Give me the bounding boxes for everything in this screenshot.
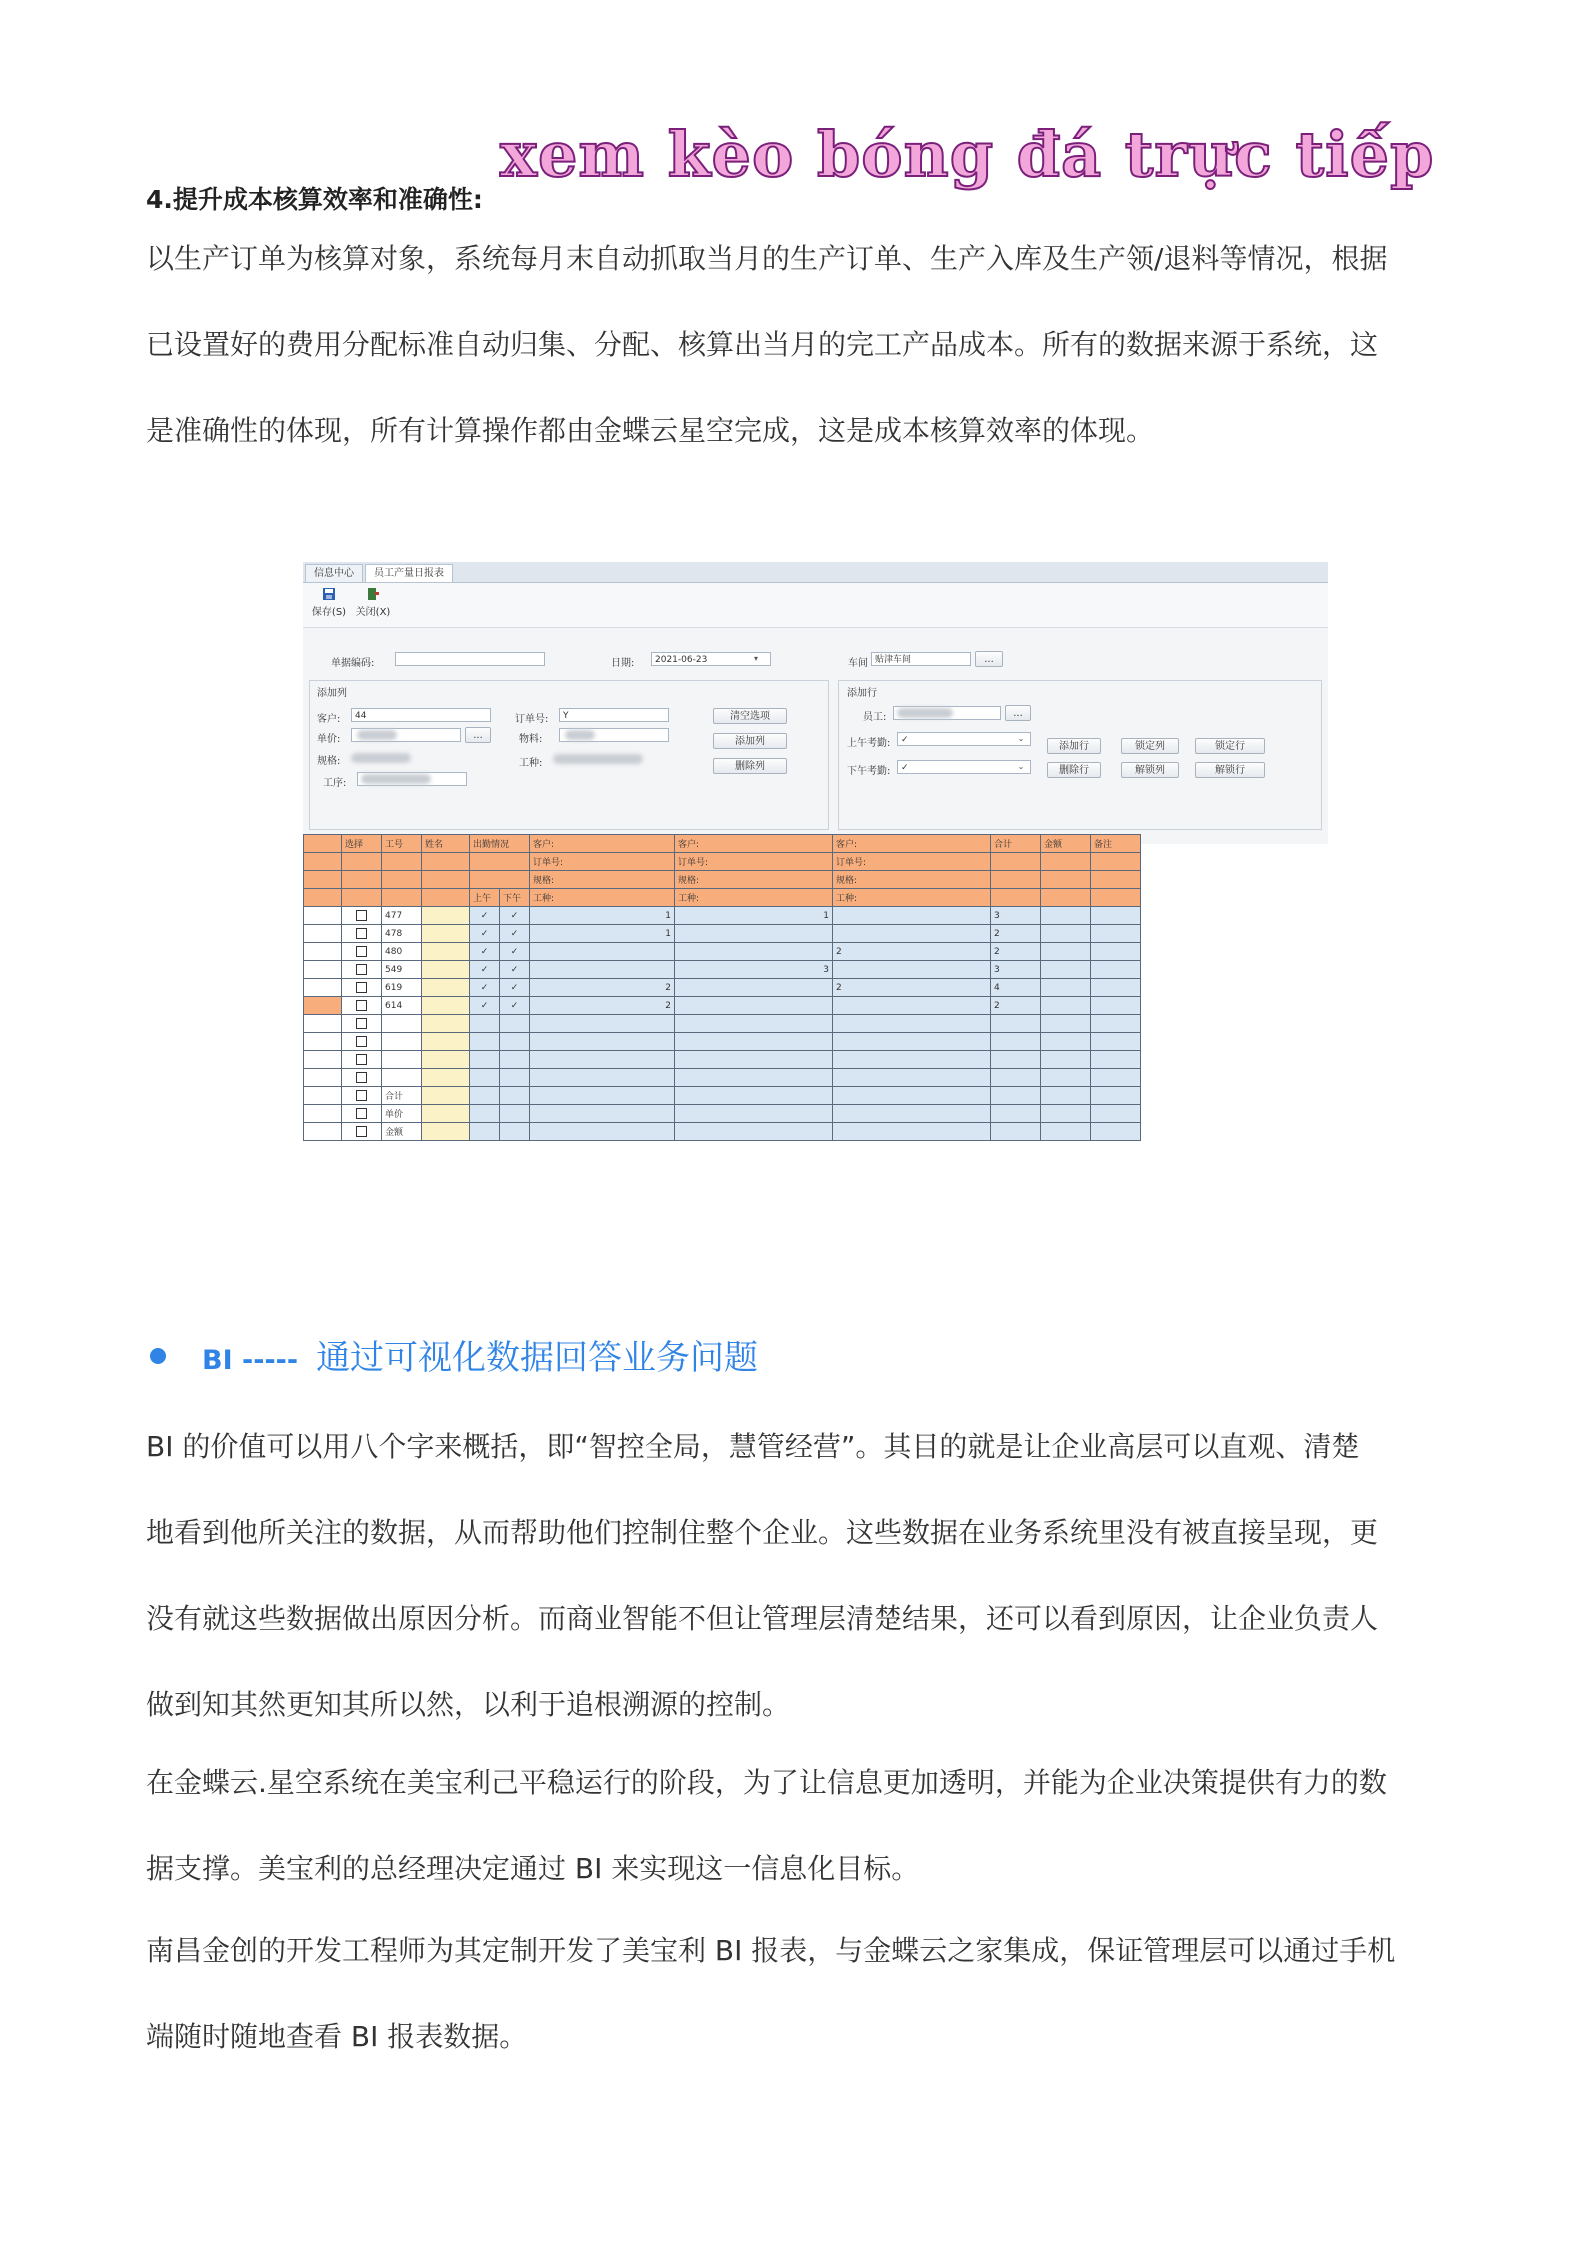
table-row-empty[interactable] (304, 1033, 1141, 1051)
text-line: 以生产订单为核算对象，系统每月末自动抓取当月的生产订单、生产入库及生产领/退料等情况，根据 (146, 242, 1388, 275)
table-row[interactable] (304, 925, 1141, 943)
table-row-empty[interactable] (304, 1069, 1141, 1087)
table-row[interactable] (304, 907, 1141, 925)
text-line: BI 的价值可以用八个字来概括，即“智控全局，慧管经营”。其目的就是让企业高层可以直观、清楚 (146, 1430, 1360, 1463)
table-row-empty[interactable] (304, 1051, 1141, 1069)
tab-bar (303, 562, 1328, 583)
cell-employee-no: 619 (382, 979, 422, 997)
row-checkbox[interactable] (356, 1090, 367, 1101)
cell-total: 2 (991, 925, 1041, 943)
summary-row-amount (304, 1123, 1141, 1141)
text-line: 南昌金创的开发工程师为其定制开发了美宝利 BI 报表，与金蝶云之家集成，保证管理层可以通过手机 (146, 1934, 1396, 1967)
sub-spec: 规格: (530, 871, 675, 889)
close-door-icon (366, 587, 380, 601)
sub-order: 订单号: (833, 853, 991, 871)
cell-pm: ✓ (500, 925, 530, 943)
header-customer-2: 客户: (675, 835, 833, 853)
summary-label: 合计 (382, 1087, 422, 1105)
save-icon (322, 587, 336, 601)
sub-spec: 规格: (833, 871, 991, 889)
cell-am: ✓ (470, 943, 500, 961)
clear-options-button[interactable]: 清空选项 (713, 708, 787, 724)
row-checkbox[interactable] (356, 910, 367, 921)
cell-am: ✓ (470, 979, 500, 997)
sub-worktype: 工种: (833, 889, 991, 907)
erp-screenshot (303, 562, 1328, 1182)
header-employee-no: 工号 (382, 835, 422, 853)
header-attendance: 出勤情况 (470, 835, 530, 853)
am-attendance-select[interactable]: ✓ (897, 732, 1031, 746)
grid-header-row (304, 835, 1141, 853)
worktype-label: 工种: (519, 758, 543, 769)
bi-paragraph-2 (146, 1740, 1446, 1912)
cell-qty (530, 961, 675, 979)
cell-qty: 1 (530, 925, 675, 943)
row-checkbox[interactable] (356, 1126, 367, 1137)
summary-row-price (304, 1105, 1141, 1123)
row-checkbox[interactable] (356, 1108, 367, 1119)
cell-qty (675, 979, 833, 997)
cell-pm: ✓ (500, 961, 530, 979)
cell-pm: ✓ (500, 943, 530, 961)
customer-label: 客户: (317, 714, 341, 725)
toolbar (303, 583, 1328, 628)
save-label: 保存(S) (311, 607, 347, 618)
cell-qty (530, 943, 675, 961)
table-row[interactable] (304, 979, 1141, 997)
sub-order: 订单号: (675, 853, 833, 871)
price-lookup-button[interactable]: ... (465, 727, 491, 743)
text-line: 据支撑。美宝利的总经理决定通过 BI 来实现这一信息化目标。 (146, 1852, 920, 1885)
redacted-value (897, 708, 953, 718)
cell-pm: ✓ (500, 979, 530, 997)
cell-am: ✓ (470, 997, 500, 1015)
cell-qty (833, 907, 991, 925)
customer-input[interactable]: 44 (351, 708, 491, 722)
row-checkbox[interactable] (356, 982, 367, 993)
workshop-lookup-button[interactable]: ... (975, 651, 1003, 667)
date-label: 日期: (611, 658, 635, 669)
doc-no-label: 单据编码: (331, 658, 375, 669)
date-input[interactable]: 2021-06-23 (651, 652, 771, 666)
delete-column-button[interactable]: 删除列 (713, 758, 787, 774)
row-checkbox[interactable] (356, 928, 367, 939)
chevron-down-icon: ⌄ (1017, 762, 1025, 771)
unlock-column-button[interactable]: 解锁列 (1121, 762, 1179, 778)
bi-paragraph-1 (146, 1404, 1446, 1748)
text-line: 在金蝶云.星空系统在美宝利己平稳运行的阶段，为了让信息更加透明，并能为企业决策提供有力的数 (146, 1766, 1387, 1799)
pm-attendance-select[interactable]: ✓ (897, 760, 1031, 774)
section-title (202, 1330, 758, 1379)
form-area (303, 628, 1328, 844)
am-attendance-label: 上午考勤: (847, 738, 891, 749)
cell-am: ✓ (470, 907, 500, 925)
grid-subheader-row (304, 871, 1141, 889)
redacted-value (351, 753, 411, 763)
redacted-value (565, 730, 595, 740)
calendar-dropdown-icon[interactable]: ▾ (753, 654, 758, 663)
text-line: 已设置好的费用分配标准自动归集、分配、核算出当月的完工产品成本。所有的数据来源于系统，这 (146, 328, 1379, 361)
tab-daily-output-report[interactable]: 员工产量日报表 (365, 564, 453, 582)
doc-no-input[interactable] (395, 652, 545, 666)
redacted-value (361, 774, 431, 784)
data-grid (303, 834, 1163, 1141)
cell-employee-no: 549 (382, 961, 422, 979)
bi-label: BI ----- (202, 1345, 299, 1376)
workshop-label: 车间 (848, 658, 868, 669)
redacted-value (357, 730, 397, 740)
header-remark: 备注 (1091, 835, 1141, 853)
text-line: 没有就这些数据做出原因分析。而商业智能不但让管理层清楚结果，还可以看到原因，让企业负责人 (146, 1602, 1379, 1635)
cell-qty: 2 (833, 979, 991, 997)
price-label: 单价: (317, 734, 341, 745)
sub-worktype: 工种: (675, 889, 833, 907)
cell-am: ✓ (470, 961, 500, 979)
table-row-selected[interactable] (304, 997, 1141, 1015)
header-customer-1: 客户: (530, 835, 675, 853)
grid-subheader-row (304, 889, 1141, 907)
table-row[interactable] (304, 961, 1141, 979)
summary-row-total (304, 1087, 1141, 1105)
header-customer-3: 客户: (833, 835, 991, 853)
section4-paragraph (146, 216, 1446, 474)
tab-info-center[interactable]: 信息中心 (305, 564, 363, 582)
text-line: 是准确性的体现，所有计算操作都由金蝶云星空完成，这是成本核算效率的体现。 (146, 414, 1155, 447)
save-button[interactable] (309, 587, 349, 618)
header-total: 合计 (991, 835, 1041, 853)
summary-label: 金额 (382, 1123, 422, 1141)
cell-total: 3 (991, 907, 1041, 925)
cell-qty (833, 997, 991, 1015)
pm-attendance-label: 下午考勤: (847, 766, 891, 777)
cell-qty: 3 (675, 961, 833, 979)
unlock-row-button[interactable]: 解锁行 (1195, 762, 1265, 778)
section-title-text: 通过可视化数据回答业务问题 (316, 1338, 759, 1378)
row-checkbox[interactable] (356, 1054, 367, 1065)
add-column-button[interactable]: 添加列 (713, 733, 787, 749)
cell-qty (675, 925, 833, 943)
row-checkbox[interactable] (356, 964, 367, 975)
row-checkbox[interactable] (356, 1072, 367, 1083)
employee-lookup-button[interactable]: ... (1005, 705, 1031, 721)
cell-employee-no: 614 (382, 997, 422, 1015)
lock-row-button[interactable]: 锁定行 (1195, 738, 1265, 754)
workshop-input[interactable]: 贴津车间 (871, 652, 971, 666)
cell-employee-no: 480 (382, 943, 422, 961)
employee-label: 员工: (863, 712, 887, 723)
cell-qty: 2 (833, 943, 991, 961)
watermark-text: xem kèo bóng đá trực tiếp (500, 118, 1435, 191)
cell-qty: 1 (530, 907, 675, 925)
order-input[interactable]: Y (559, 708, 669, 722)
lock-column-button[interactable]: 锁定列 (1121, 738, 1179, 754)
header-select: 选择 (342, 835, 382, 853)
header-amount: 金额 (1041, 835, 1091, 853)
header-name: 姓名 (422, 835, 470, 853)
sub-worktype: 工种: (530, 889, 675, 907)
cell-qty: 2 (530, 979, 675, 997)
sub-order: 订单号: (530, 853, 675, 871)
table-row[interactable] (304, 943, 1141, 961)
cell-total: 2 (991, 943, 1041, 961)
cell-qty (833, 925, 991, 943)
cell-am: ✓ (470, 925, 500, 943)
corner-cell (304, 835, 342, 853)
cell-employee-no: 478 (382, 925, 422, 943)
process-label: 工序: (323, 778, 347, 789)
redacted-value (553, 754, 643, 764)
cell-qty: 2 (530, 997, 675, 1015)
close-button[interactable] (353, 587, 393, 618)
close-label: 关闭(X) (355, 607, 391, 618)
add-column-title: 添加列 (317, 688, 347, 699)
row-checkbox[interactable] (356, 1018, 367, 1029)
text-line: 做到知其然更知其所以然，以利于追根溯源的控制。 (146, 1688, 791, 1721)
sub-spec: 规格: (675, 871, 833, 889)
text-line: 端随时随地查看 BI 报表数据。 (146, 2020, 528, 2053)
order-label: 订单号: (515, 714, 549, 725)
cell-total: 4 (991, 979, 1041, 997)
cell-pm: ✓ (500, 907, 530, 925)
cell-qty (833, 961, 991, 979)
row-checkbox[interactable] (356, 1000, 367, 1011)
row-checkbox[interactable] (356, 1036, 367, 1047)
cell-qty: 1 (675, 907, 833, 925)
bullet-dot (150, 1348, 166, 1364)
material-label: 物料: (519, 734, 543, 745)
add-row-group (838, 680, 1322, 830)
spec-label: 规格: (317, 756, 341, 767)
summary-label: 单价 (382, 1105, 422, 1123)
sub-pm: 下午 (500, 889, 530, 907)
chevron-down-icon: ⌄ (1017, 734, 1025, 743)
cell-pm: ✓ (500, 997, 530, 1015)
sub-am: 上午 (470, 889, 500, 907)
section-heading: 4.提升成本核算效率和准确性: (146, 185, 483, 214)
cell-total: 3 (991, 961, 1041, 979)
cell-employee-no: 477 (382, 907, 422, 925)
text-line: 地看到他所关注的数据，从而帮助他们控制住整个企业。这些数据在业务系统里没有被直接呈现，更 (146, 1516, 1379, 1549)
cell-qty (675, 997, 833, 1015)
table-row-empty[interactable] (304, 1015, 1141, 1033)
cell-total: 2 (991, 997, 1041, 1015)
row-checkbox[interactable] (356, 946, 367, 957)
cell-qty (675, 943, 833, 961)
delete-row-button[interactable]: 删除行 (1047, 762, 1101, 778)
add-row-button[interactable]: 添加行 (1047, 738, 1101, 754)
bi-paragraph-3 (146, 1908, 1446, 2080)
add-row-title: 添加行 (847, 688, 877, 699)
grid-subheader-row (304, 853, 1141, 871)
